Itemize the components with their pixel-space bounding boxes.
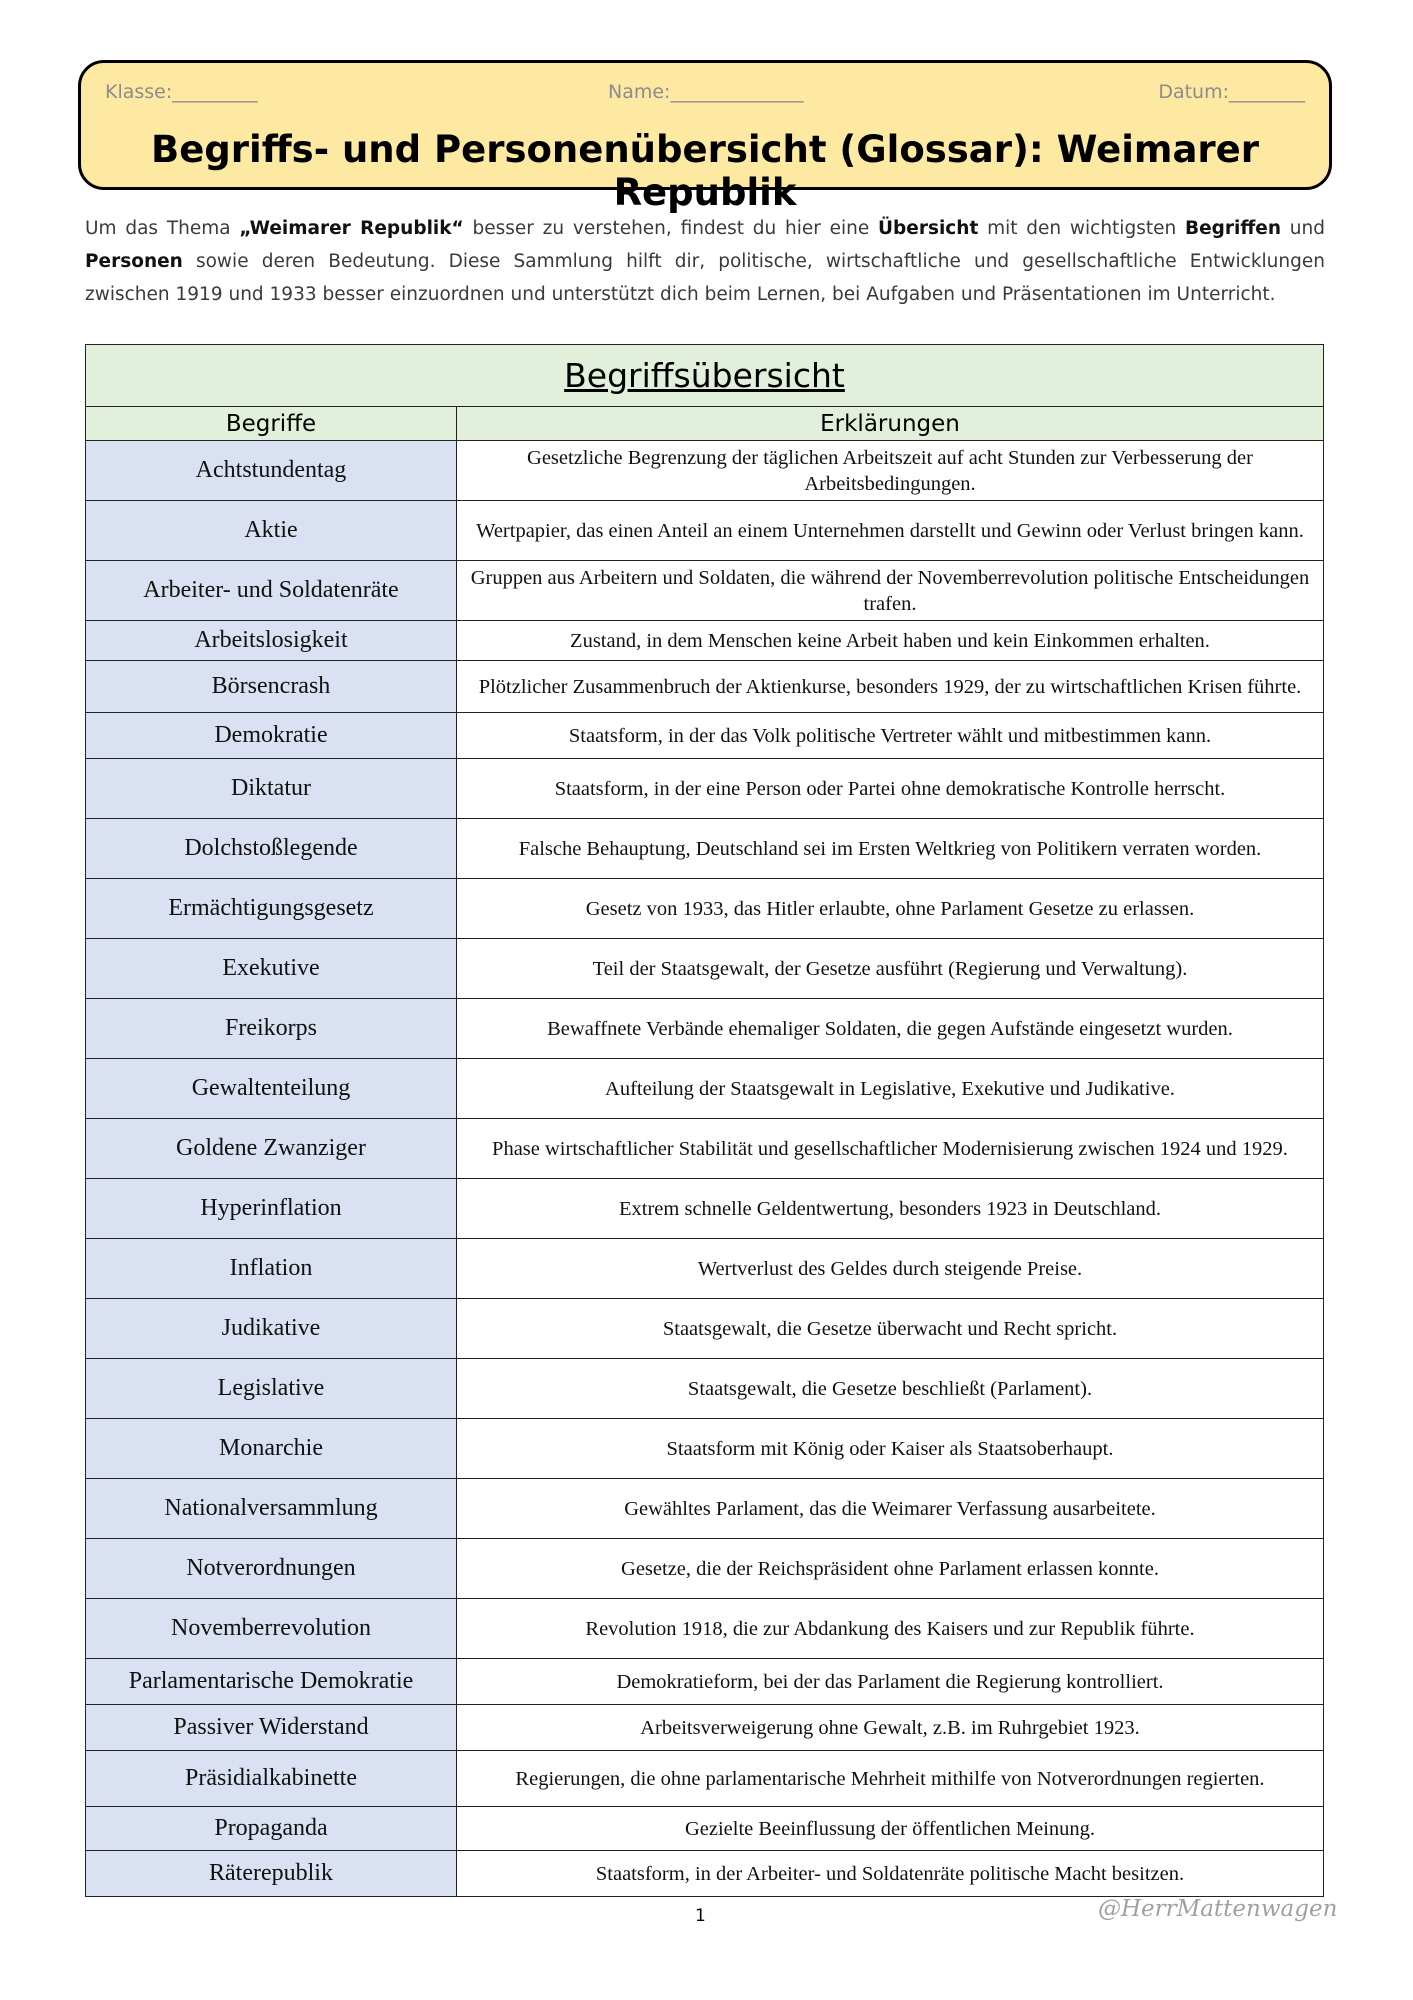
explanation-cell: Arbeitsverweigerung ohne Gewalt, z.B. im Ruhrgebiet 1923. [457, 1705, 1324, 1751]
explanation-cell: Staatsform mit König oder Kaiser als Staatsoberhaupt. [457, 1419, 1324, 1479]
table-row [86, 1119, 1324, 1179]
table-row [86, 939, 1324, 999]
term-cell: Parlamentarische Demokratie [86, 1659, 457, 1705]
table-row [86, 1659, 1324, 1705]
term-cell: Aktie [86, 501, 457, 561]
intro-text-5: sowie deren Bedeutung. Diese Sammlung hilft dir, politische, wirtschaftliche und gesellschaftliche Entwicklungen zwischen 1919 und 1933 besser einzuordnen und unterstützt dich beim Lernen, bei Aufgaben und Präsentationen im Unterricht. [85, 251, 1325, 305]
table-row [86, 1059, 1324, 1119]
term-cell: Dolchstoßlegende [86, 819, 457, 879]
table-row [86, 879, 1324, 939]
term-cell: Passiver Widerstand [86, 1705, 457, 1751]
term-cell: Goldene Zwanziger [86, 1119, 457, 1179]
explanation-cell: Extrem schnelle Geldentwertung, besonders 1923 in Deutschland. [457, 1179, 1324, 1239]
table-row [86, 1705, 1324, 1751]
column-header-explanations: Erklärungen [457, 407, 1324, 441]
klasse-field: Klasse:_________ [105, 81, 258, 103]
explanation-cell: Bewaffnete Verbände ehemaliger Soldaten, die gegen Aufstände eingesetzt wurden. [457, 999, 1324, 1059]
term-cell: Gewaltenteilung [86, 1059, 457, 1119]
intro-bold-terms: Begriffen [1184, 218, 1282, 239]
explanation-cell: Aufteilung der Staatsgewalt in Legislative, Exekutive und Judikative. [457, 1059, 1324, 1119]
explanation-cell: Staatsgewalt, die Gesetze überwacht und Recht spricht. [457, 1299, 1324, 1359]
explanation-cell: Regierungen, die ohne parlamentarische Mehrheit mithilfe von Notverordnungen regierten. [457, 1751, 1324, 1807]
explanation-cell: Zustand, in dem Menschen keine Arbeit haben und kein Einkommen erhalten. [457, 621, 1324, 661]
term-cell: Notverordnungen [86, 1539, 457, 1599]
explanation-cell: Phase wirtschaftlicher Stabilität und gesellschaftlicher Modernisierung zwischen 1924 und 1929. [457, 1119, 1324, 1179]
explanation-cell: Revolution 1918, die zur Abdankung des Kaisers und zur Republik führte. [457, 1599, 1324, 1659]
table-row [86, 661, 1324, 713]
table-row [86, 999, 1324, 1059]
intro-text-4: und [1281, 218, 1325, 239]
term-cell: Nationalversammlung [86, 1479, 457, 1539]
name-field: Name:______________ [608, 81, 804, 103]
table-row [86, 1807, 1324, 1851]
explanation-cell: Plötzlicher Zusammenbruch der Aktienkurse, besonders 1929, der zu wirtschaftlichen Krisen führte. [457, 661, 1324, 713]
term-cell: Freikorps [86, 999, 457, 1059]
explanation-cell: Falsche Behauptung, Deutschland sei im Ersten Weltkrieg von Politikern verraten worden. [457, 819, 1324, 879]
table-row [86, 1239, 1324, 1299]
explanation-cell: Gesetze, die der Reichspräsident ohne Parlament erlassen konnte. [457, 1539, 1324, 1599]
term-cell: Propaganda [86, 1807, 457, 1851]
term-cell: Ermächtigungsgesetz [86, 879, 457, 939]
term-cell: Achtstundentag [86, 441, 457, 501]
table-row [86, 713, 1324, 759]
table-row [86, 441, 1324, 501]
explanation-cell: Staatsgewalt, die Gesetze beschließt (Parlament). [457, 1359, 1324, 1419]
explanation-cell: Gewähltes Parlament, das die Weimarer Verfassung ausarbeitete. [457, 1479, 1324, 1539]
term-cell: Börsencrash [86, 661, 457, 713]
table-row [86, 1299, 1324, 1359]
table-row [86, 759, 1324, 819]
page-number: 1 [695, 1906, 706, 1926]
table-row [86, 501, 1324, 561]
term-cell: Exekutive [86, 939, 457, 999]
table-row [86, 1359, 1324, 1419]
table-row [86, 1751, 1324, 1807]
explanation-cell: Wertpapier, das einen Anteil an einem Unternehmen darstellt und Gewinn oder Verlust bringen kann. [457, 501, 1324, 561]
intro-bold-overview: Übersicht [878, 218, 979, 239]
explanation-cell: Teil der Staatsgewalt, der Gesetze ausführt (Regierung und Verwaltung). [457, 939, 1324, 999]
explanation-cell: Demokratieform, bei der das Parlament die Regierung kontrolliert. [457, 1659, 1324, 1705]
table-row [86, 621, 1324, 661]
table-title: Begriffsübersicht [86, 345, 1324, 407]
explanation-cell: Gezielte Beeinflussung der öffentlichen Meinung. [457, 1807, 1324, 1851]
explanation-cell: Wertverlust des Geldes durch steigende Preise. [457, 1239, 1324, 1299]
term-cell: Inflation [86, 1239, 457, 1299]
column-header-terms: Begriffe [86, 407, 457, 441]
explanation-cell: Staatsform, in der das Volk politische Vertreter wählt und mitbestimmen kann. [457, 713, 1324, 759]
intro-text-1: Um das Thema [85, 218, 240, 239]
intro-paragraph [85, 212, 1325, 311]
table-header-row [86, 407, 1324, 441]
term-cell: Präsidialkabinette [86, 1751, 457, 1807]
term-cell: Judikative [86, 1299, 457, 1359]
table-row [86, 1479, 1324, 1539]
table-row [86, 1419, 1324, 1479]
explanation-cell: Staatsform, in der eine Person oder Partei ohne demokratische Kontrolle herrscht. [457, 759, 1324, 819]
table-title-row [86, 345, 1324, 407]
header-fields [105, 81, 1305, 111]
explanation-cell: Staatsform, in der Arbeiter- und Soldatenräte politische Macht besitzen. [457, 1851, 1324, 1897]
term-cell: Demokratie [86, 713, 457, 759]
table-row [86, 1599, 1324, 1659]
intro-text-2: besser zu verstehen, findest du hier eine [463, 218, 879, 239]
intro-text-3: mit den wichtigsten [978, 218, 1185, 239]
table-row [86, 819, 1324, 879]
explanation-cell: Gesetzliche Begrenzung der täglichen Arbeitszeit auf acht Stunden zur Verbesserung der Arbeitsbedingungen. [457, 441, 1324, 501]
header-box [78, 60, 1332, 214]
term-cell: Diktatur [86, 759, 457, 819]
glossary-table [85, 344, 1324, 1897]
term-cell: Legislative [86, 1359, 457, 1419]
term-cell: Monarchie [86, 1419, 457, 1479]
table-row [86, 1851, 1324, 1897]
table-row [86, 1179, 1324, 1239]
term-cell: Hyperinflation [86, 1179, 457, 1239]
term-cell: Arbeiter- und Soldatenräte [86, 561, 457, 621]
term-cell: Novemberrevolution [86, 1599, 457, 1659]
datum-field: Datum:________ [1158, 81, 1305, 103]
table-row [86, 1539, 1324, 1599]
intro-bold-topic: „Weimarer Republik“ [239, 218, 464, 239]
term-cell: Räterepublik [86, 1851, 457, 1897]
explanation-cell: Gesetz von 1933, das Hitler erlaubte, ohne Parlament Gesetze zu erlassen. [457, 879, 1324, 939]
page-title: Begriffs- und Personenübersicht (Glossar): Weimarer Republik [151, 128, 1259, 214]
intro-bold-persons: Personen [85, 251, 183, 272]
term-cell: Arbeitslosigkeit [86, 621, 457, 661]
table-row [86, 561, 1324, 621]
author-signature: @HerrMattenwagen [1098, 1896, 1338, 1922]
explanation-cell: Gruppen aus Arbeitern und Soldaten, die während der Novemberrevolution politische Entscheidungen trafen. [457, 561, 1324, 621]
